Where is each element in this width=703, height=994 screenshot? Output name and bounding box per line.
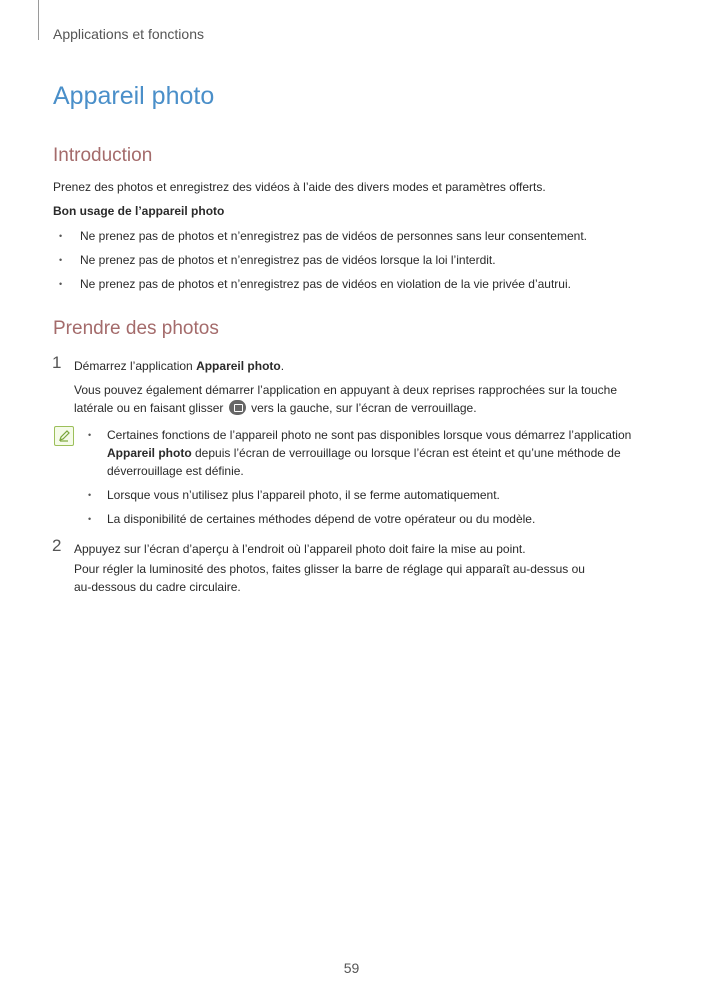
step-1-text: Démarrez l’application Appareil photo. xyxy=(74,359,285,373)
step-2-text: Appuyez sur l’écran d’aperçu à l’endroit où l’appareil photo doit faire la mise au point. xyxy=(74,542,526,556)
note-item-3: • La disponibilité de certaines méthodes dépend de votre opérateur ou du modèle. xyxy=(86,510,656,528)
note-item-1: • Certaines fonctions de l’appareil photo ne sont pas disponibles lorsque vous démarrez l’application Appareil photo depuis l’écran de verrouillage ou lorsque l’écran est éteint et qu’une méthode de déverrouillage est définie. xyxy=(86,426,656,480)
note-list xyxy=(86,426,656,534)
header-rule xyxy=(38,0,39,40)
step-1-subtext: Vous pouvez également démarrer l’application en appuyant à deux reprises rapprochées sur la touche latérale ou en faisant glisser vers la gauche, sur l’écran de verrouillage. xyxy=(74,383,617,415)
note-item-2: • Lorsque vous n’utilisez plus l’appareil photo, il se ferme automatiquement. xyxy=(86,486,656,504)
usage-bullet-list xyxy=(53,227,587,299)
page-title: Appareil photo xyxy=(53,82,215,110)
photos-heading: Prendre des photos xyxy=(53,318,219,339)
intro-text: Prenez des photos et enregistrez des vidéos à l’aide des divers modes et paramètres offerts. xyxy=(53,180,546,194)
usage-bullet-1: • Ne prenez pas de photos et n’enregistrez pas de vidéos de personnes sans leur consentement. xyxy=(53,227,587,245)
usage-bullet-3: • Ne prenez pas de photos et n’enregistrez pas de vidéos en violation de la vie privée d’autrui. xyxy=(53,275,587,293)
note-pencil-icon xyxy=(54,426,74,446)
section-header: Applications et fonctions xyxy=(53,26,204,42)
usage-subheading: Bon usage de l’appareil photo xyxy=(53,204,225,218)
step-2-subtext: Pour régler la luminosité des photos, faites glisser la barre de réglage qui apparaît au-dessus ou au-dessous du cadre circulaire. xyxy=(74,562,585,594)
intro-heading: Introduction xyxy=(53,145,153,166)
camera-icon xyxy=(229,400,246,415)
page-number: 59 xyxy=(343,960,360,976)
step-1-number: 1 xyxy=(52,353,62,372)
app-name: Appareil photo xyxy=(196,359,281,373)
usage-bullet-2: • Ne prenez pas de photos et n’enregistrez pas de vidéos lorsque la loi l’interdit. xyxy=(53,251,587,269)
step-2-number: 2 xyxy=(52,536,62,555)
